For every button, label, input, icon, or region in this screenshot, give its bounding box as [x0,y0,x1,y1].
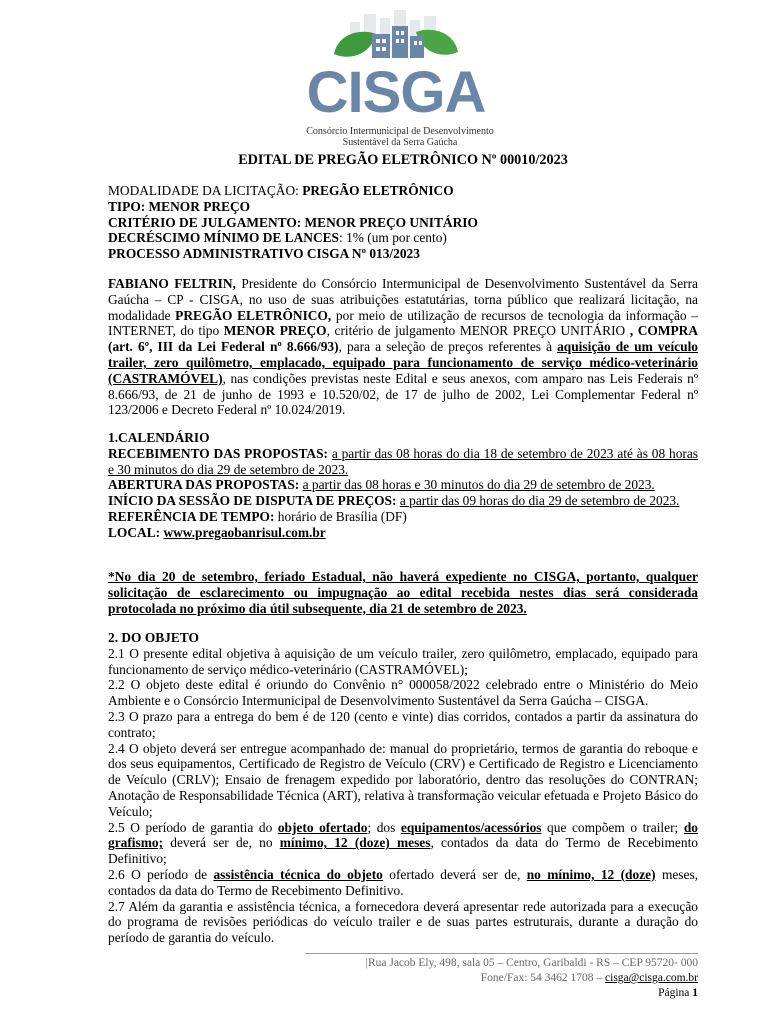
document-title: EDITAL DE PREGÃO ELETRÔNICO Nº 00010/2023 [238,152,568,168]
tipo-line: TIPO: MENOR PREÇO [108,198,251,214]
footer-address: |Rua Jacob Ely, 498, sala 05 – Centro, Garibaldi - RS – CEP 95720- 000 [365,957,698,969]
item-2-3: 2.3 O prazo para a entrega do bem é de 120 (cento e vinte) dias corridos, contados a partir da assinatura do contrato; [108,708,698,740]
item-2-1: 2.1 O presente edital objetiva à aquisição de um veículo trailer, zero quilômetro, emplacado, equipado para funcionamento de serviço médico-veterinário (CASTRAMÓVEL); [108,645,698,677]
item-2-5: 2.5 O período de garantia do objeto ofertado; dos equipamentos/acessórios que compõem o trailer; do grafismo; deverá ser de, no mínimo, 12 (doze) meses, contados da data do Termo de Recebimento Definitivo; [108,819,698,867]
objeto-section [108,630,698,946]
logo-subtitle: Consórcio Intermunicipal de Desenvolvimento Sustentável da Serra Gaúcha [306,126,494,148]
footer-contact: Fone/Fax: 54 3462 1708 – cisga@cisga.com.br [480,972,698,984]
logo-wordmark: CISGA [306,60,486,120]
decrescimo-line: DECRÉSCIMO MÍNIMO DE LANCES: 1% (um por cento) [108,230,447,246]
item-2-6: 2.6 O período de assistência técnica do objeto ofertado deverá ser de, no mínimo, 12 (doze) meses, contados da data do Termo de Recebimento Definitivo. [108,866,699,898]
objeto-heading: 2. DO OBJETO [108,630,199,645]
leaf-left-icon [334,32,376,57]
abertura-line: ABERTURA DAS PROPOSTAS: a partir das 08 horas e 30 minutos do dia 29 de setembro de 2023. [108,477,655,493]
footer-email-link[interactable]: cisga@cisga.com.br [605,972,698,984]
page-footer [300,956,698,1001]
recebimento-line: RECEBIMENTO DAS PROPOSTAS: a partir das 08 horas do dia 18 de setembro de 2023 até às 08 horas e 30 minutos do dia 29 de setembro de 2023. [108,445,698,477]
page-number: Página 1 [658,987,698,999]
item-2-2: 2.2 O objeto deste edital é oriundo do Convênio n° 000058/2022 celebrado entre o Ministério do Meio Ambiente e o Consórcio Intermunicipal de Desenvolvimento Sustentável da Serra Gaúcha – CISGA. [108,677,698,709]
summary-block [108,183,698,262]
item-2-4: 2.4 O objeto deverá ser entregue acompanhado de: manual do proprietário, termos de garantia do reboque e dos seus equipamentos, Certificado de Registro de Veículo (CRV) e Certificado de Registro e Licenciamento de Veículo (CRLV); Ensaio de frenagem expedido por laboratório, dentro das resoluções do CONTRAN; Anotação de Responsabilidade Técnica (ART), relativa à transformação veicular efetuada e Projeto Básico do Veículo; [108,740,698,819]
item-2-7: 2.7 Além da garantia e assistência técnica, a fornecedora deverá apresentar rede autorizada para a execução do programa de revisões periódicas do veículo trailer e de suas partes estruturais, durante a duração do período de garantia do veículo. [108,898,698,946]
calendar-heading: 1.CALENDÁRIO [108,430,210,445]
footer-divider [305,953,698,954]
criterio-line: CRITÉRIO DE JULGAMENTO: MENOR PREÇO UNITÁRIO [108,214,478,230]
modalidade-line: MODALIDADE DA LICITAÇÃO: PREGÃO ELETRÔNICO [108,183,454,198]
inicio-line: INÍCIO DA SESSÃO DE DISPUTA DE PREÇOS: a partir das 09 horas do dia 29 de setembro de 2023. [108,493,680,509]
intro-paragraph: FABIANO FELTRIN, Presidente do Consórcio Intermunicipal de Desenvolvimento Sustentável da Serra Gaúcha – CP - CISGA, no uso de suas atribuições estatutárias, torna público que realizará licitação, na modalidade PREGÃO ELETRÔNICO, por meio de utilização de recursos de tecnologia da informação – INTERNET, do tipo MENOR PREÇO, critério de julgamento MENOR PREÇO UNITÁRIO , COMPRA (art. 6º, III da Lei Federal nº 8.666/93), para a seleção de preços referentes à aquisição de um veículo trailer, zero quilômetro, emplacado, equipado para funcionamento de serviço médico-veterinário (CASTRAMÓVEL), nas condições previstas neste Edital e seus anexos, com amparo nas Leis Federais nº 8.666/93, de 21 de junho de 1993 e 10.520/02, de 17 de julho de 2002, Lei Complementar Federal nº 123/2006 e Decreto Federal nº 10.024/2019. [108,276,698,418]
referencia-line: REFERÊNCIA DE TEMPO: horário de Brasília (DF) [108,508,407,524]
local-link[interactable]: www.pregaobanrisul.com.br [163,524,326,540]
calendar-section [108,430,698,541]
holiday-notice: *No dia 20 de setembro, feriado Estadual, não haverá expediente no CISGA, portanto, qualquer solicitação de esclarecimento ou impugnação ao edital recebida nestes dias será considerada protocolada no próximo dia útil subsequente, dia 21 de setembro de 2023. [108,569,698,616]
cisga-logo [290,8,502,120]
local-line: LOCAL: www.pregaobanrisul.com.br [108,524,326,540]
processo-line: PROCESSO ADMINISTRATIVO CISGA Nº 013/2023 [108,246,420,262]
